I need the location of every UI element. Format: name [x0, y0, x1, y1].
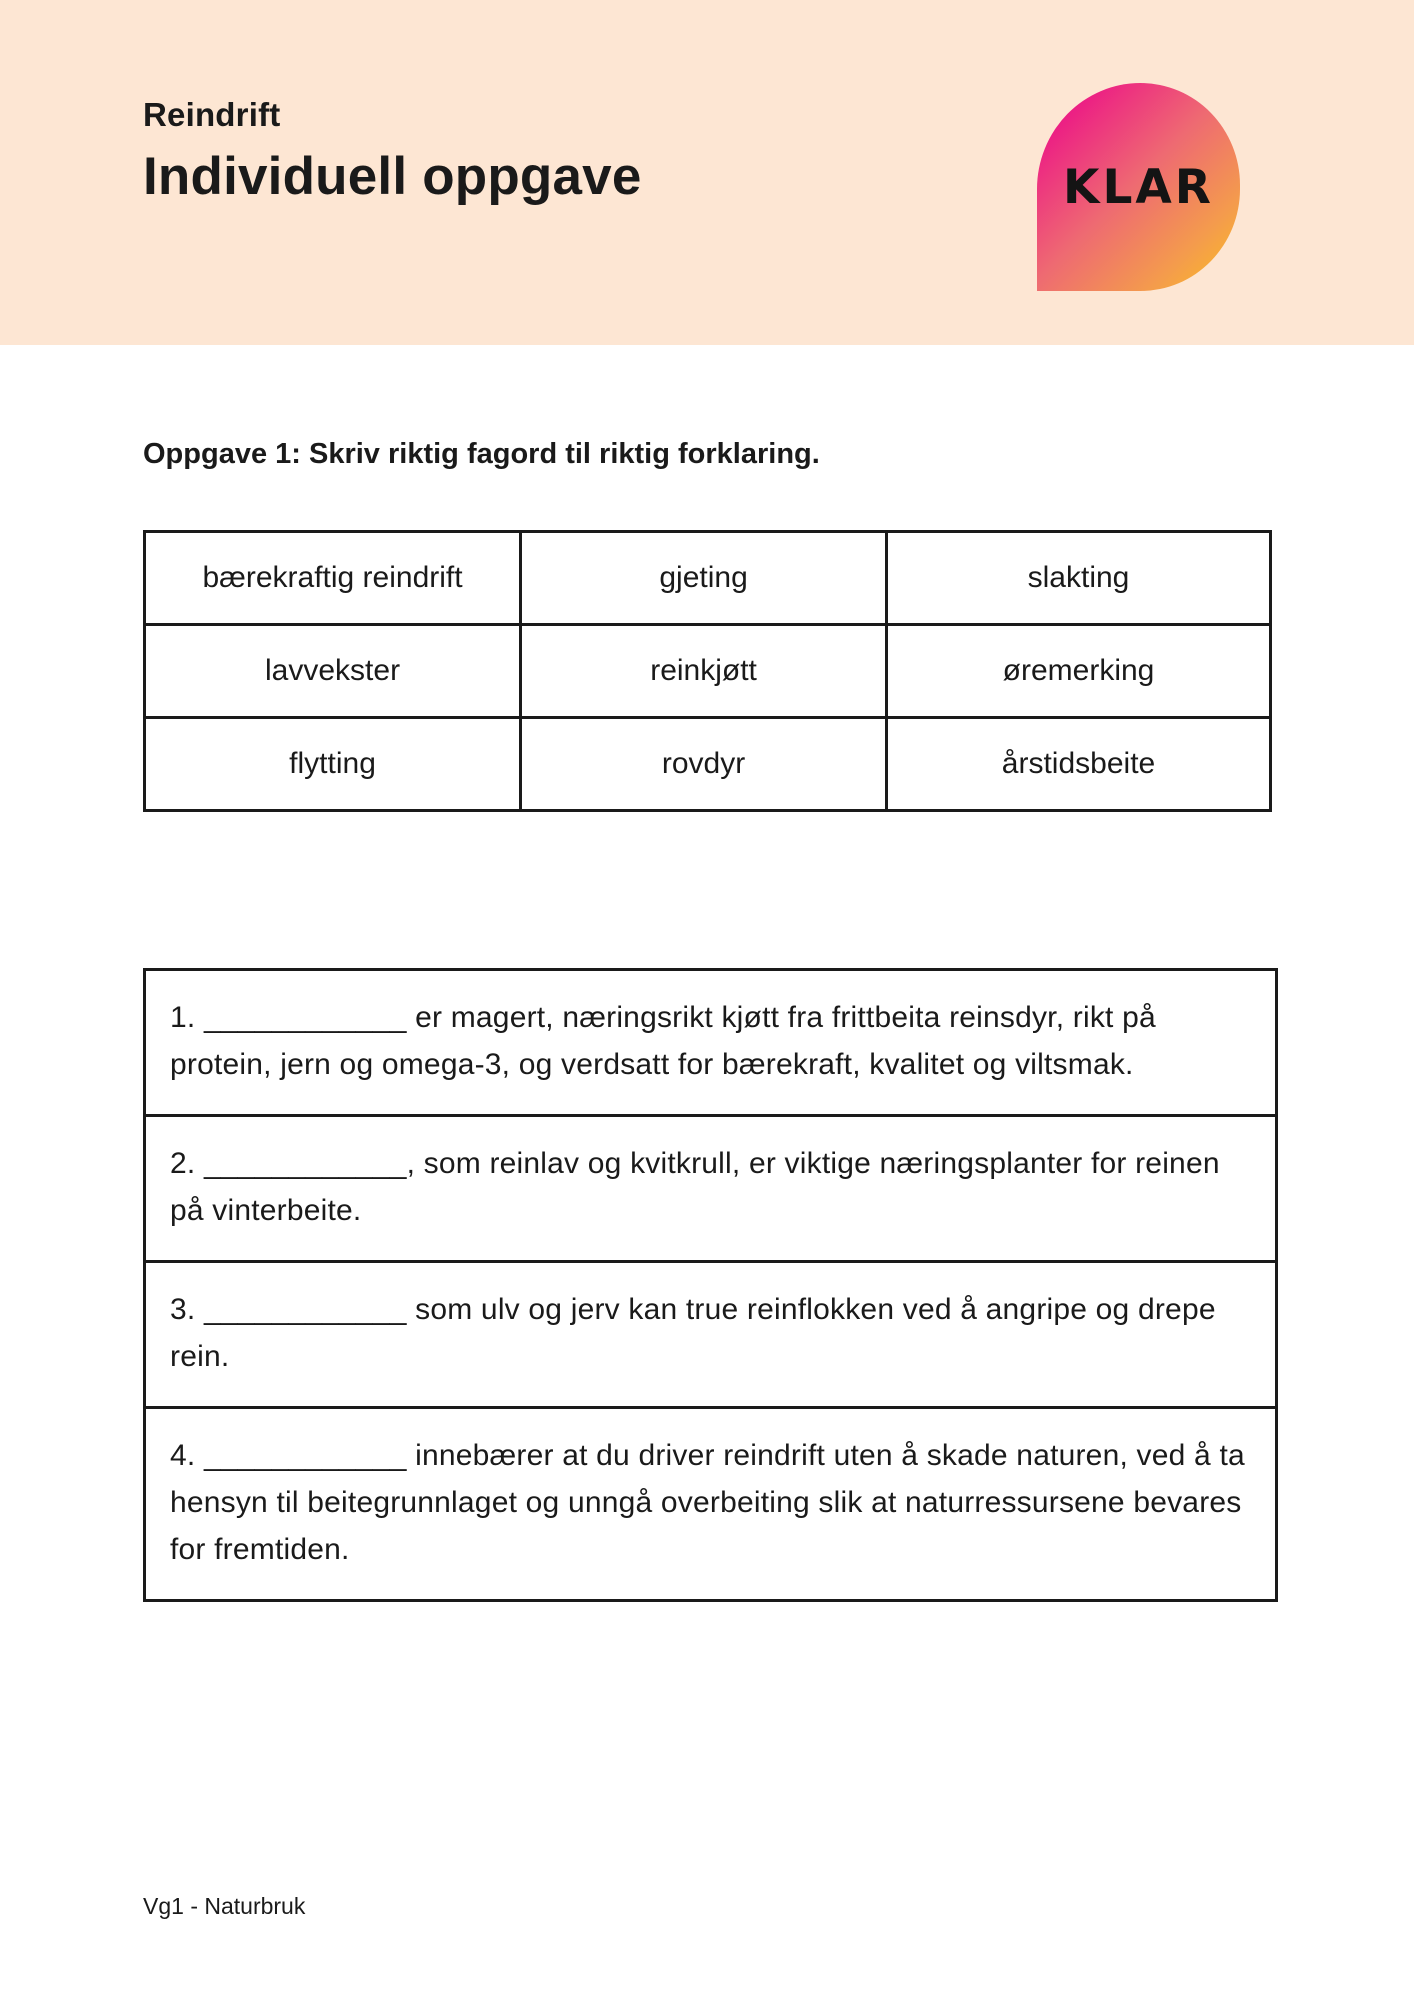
question-text: ____________ som ulv og jerv kan true reinflokken ved å angripe og drepe rein. — [170, 1293, 1216, 1373]
word-cell: reinkjøtt — [521, 625, 887, 718]
table-row — [145, 532, 1271, 625]
word-cell: flytting — [145, 718, 521, 811]
questions-box — [143, 968, 1278, 1602]
table-row — [145, 625, 1271, 718]
klar-logo — [1037, 83, 1240, 291]
question-item-3 — [146, 1263, 1275, 1409]
question-item-2 — [146, 1117, 1275, 1263]
word-cell: gjeting — [521, 532, 887, 625]
word-cell: slakting — [887, 532, 1271, 625]
word-cell: øremerking — [887, 625, 1271, 718]
word-bank-table — [143, 530, 1272, 812]
word-cell: lavvekster — [145, 625, 521, 718]
question-number: 4. — [170, 1439, 196, 1472]
question-item-1 — [146, 971, 1275, 1117]
question-text: ____________ innebærer at du driver reindrift uten å skade naturen, ved å ta hensyn til beitegrunnlaget og unngå overbeiting slik at naturressursene bevares for fremtiden. — [170, 1439, 1245, 1566]
question-text: ____________, som reinlav og kvitkrull, er viktige næringsplanter for reinen på vinterbeite. — [170, 1147, 1220, 1227]
table-row — [145, 718, 1271, 811]
task-heading: Oppgave 1: Skriv riktig fagord til riktig forklaring. — [143, 438, 820, 470]
header-band — [0, 0, 1414, 345]
page-title: Individuell oppgave — [143, 147, 642, 206]
klar-logo-wordmark: KLAR — [1063, 159, 1214, 215]
question-text: ____________ er magert, næringsrikt kjøtt fra frittbeita reinsdyr, rikt på protein, jern og omega-3, og verdsatt for bærekraft, kvalitet og viltsmak. — [170, 1001, 1156, 1081]
word-cell: rovdyr — [521, 718, 887, 811]
question-item-4 — [146, 1409, 1275, 1599]
word-cell: årstidsbeite — [887, 718, 1271, 811]
question-number: 2. — [170, 1147, 196, 1180]
header-kicker: Reindrift — [143, 96, 281, 133]
word-cell: bærekraftig reindrift — [145, 532, 521, 625]
question-number: 3. — [170, 1293, 196, 1326]
footer-course-label: Vg1 - Naturbruk — [143, 1893, 306, 1919]
question-number: 1. — [170, 1001, 196, 1034]
